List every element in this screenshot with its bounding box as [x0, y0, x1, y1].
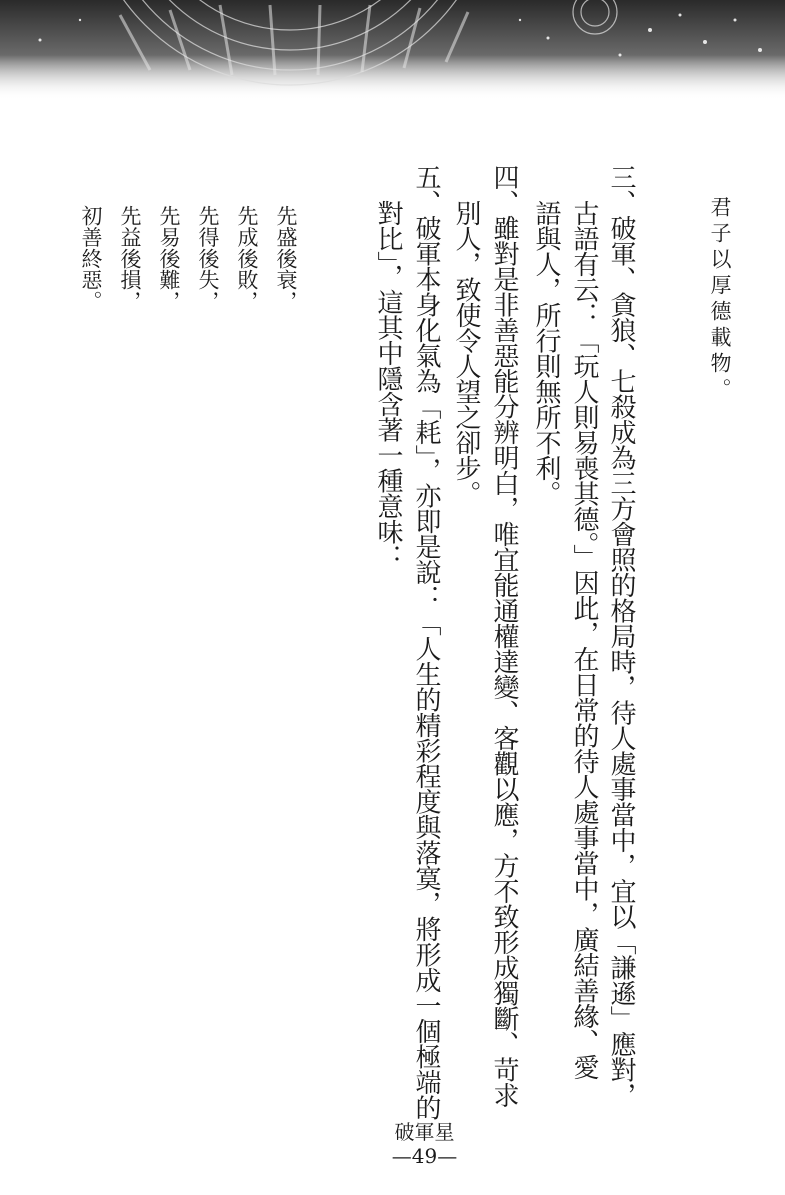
poem-line-2: 先成後敗， [235, 205, 259, 312]
poem-line-1: 先盛後衰， [274, 205, 298, 312]
poem-line-3: 先得後失， [196, 205, 220, 312]
paragraph-5-line-2: 對比」，這其中隱含著一種意味： [373, 200, 403, 570]
decorative-header-art [0, 0, 785, 100]
poem-line-6: 初善終惡。 [79, 205, 103, 312]
paragraph-4-line-1: 四、雖對是非善惡能分辨明白，唯宜能通權達變、客觀以應，方不致形成獨斷、苛求 [489, 164, 519, 1108]
poem-line-4: 先易後難， [157, 205, 181, 312]
paragraph-5-line-1: 五、破軍本身化氣為「耗」，亦即是說：「人生的精彩程度與落寞，將形成一個極端的 [411, 164, 441, 1120]
poem-line-5: 先益後損， [118, 205, 142, 312]
quote-line: 君子以厚德載物。 [708, 196, 732, 404]
book-title: 破軍星 [394, 1120, 455, 1144]
page-number: —49— [391, 1144, 458, 1168]
paragraph-4-line-2: 別人，致使令人望之卻步。 [451, 200, 481, 506]
paragraph-3-line-1: 三、破軍、貪狼、七殺成為三方會照的格局時，待人處事當中，宜以「謙遜」應對， [606, 164, 636, 1108]
paragraph-3-line-3: 語與人，所行則無所不利。 [531, 200, 561, 506]
paragraph-3-line-2: 古語有云：「玩人則易喪其德。」因此，在日常的待人處事當中，廣結善緣、愛 [569, 200, 599, 1080]
